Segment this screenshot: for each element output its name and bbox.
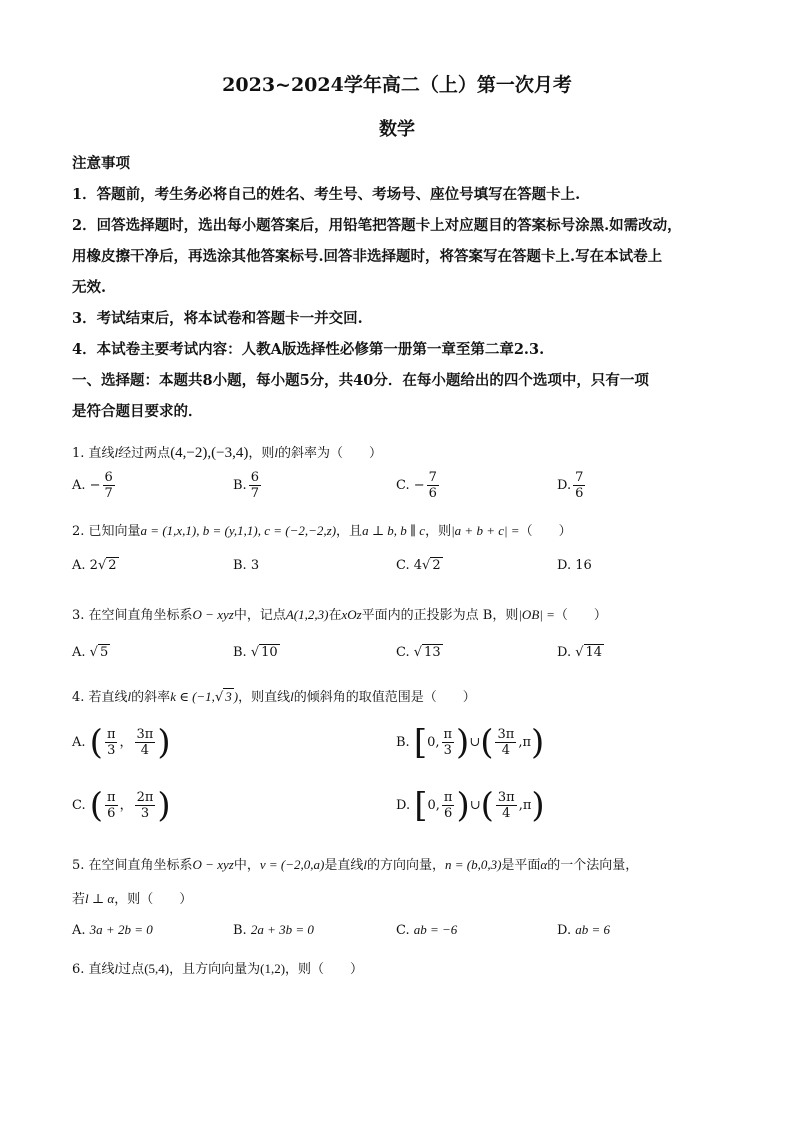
q4-option-b[interactable]: B. [0, $\frac{\pi}{3}$ )∪( $\frac{3\pi}{4}$ ,π) (396, 722, 545, 763)
question-5-cont: 若l ⊥ α，则（ ） (72, 891, 193, 907)
question-6: 6. 直线l过点(5,4)，且方向向量为(1,2)，则（ ） (72, 961, 364, 977)
note-item-4: 4．本试卷主要考试内容：人教A版选择性必修第一册第一章至第二章2.3. (72, 341, 545, 358)
q4-option-c[interactable]: C. ( $\frac{\pi}{6}$ ， $\frac{2\pi}{3}$ ) (72, 785, 171, 826)
q2-option-b[interactable]: B. 3 (233, 558, 260, 573)
q3-option-a[interactable]: A. √ 5 (72, 645, 109, 660)
question-2: 2. 已知向量a = (1,x,1), b = (y,1,1), c = (−2,−2,z)，且a ⊥ b, b ∥ c，则|a + b + c| =（ ） (72, 523, 572, 539)
section-heading-line1: 一、选择题：本题共8小题，每小题5分，共40分．在每小题给出的四个选项中，只有一项 (72, 372, 649, 389)
q5-option-c[interactable]: C. ab = −6 (396, 922, 458, 938)
note-item-1: 1．答题前，考生务必将自己的姓名、考生号、考场号、座位号填写在答题卡上. (72, 186, 581, 203)
q1-option-a[interactable]: A. − $\frac{6}{7}$ (72, 470, 113, 501)
q2-option-d[interactable]: D. 16 (557, 558, 592, 573)
q5-option-b[interactable]: B. 2a + 3b = 0 (233, 922, 314, 938)
question-4: 4. 若直线l的斜率k ∈ (−1,√ 3 )，则直线l的倾斜角的取值范围是（ ） (72, 689, 476, 705)
q4-option-a[interactable]: A. ( $\frac{\pi}{3}$ ， $\frac{3\pi}{4}$ ) (72, 722, 171, 763)
note-item-3: 3．考试结束后，将本试卷和答题卡一并交回. (72, 310, 363, 327)
section-heading-line2: 是符合题目要求的． (72, 403, 203, 420)
note-item-2: 2．回答选择题时，选出每小题答案后，用铅笔把答题卡上对应题目的答案标号涂黑.如需改动， (72, 217, 682, 234)
q3-option-d[interactable]: D. √ 14 (557, 645, 603, 660)
q1-option-b[interactable]: B. $\frac{6}{7}$ (233, 470, 259, 501)
exam-title: 2023~2024学年高二（上）第一次月考 (222, 74, 572, 96)
question-1: 1. 直线l经过两点(4,−2),(−3,4)，则l的斜率为（ ） (72, 445, 382, 461)
q5-option-d[interactable]: D. ab = 6 (557, 922, 611, 938)
note-item-2-end: 无效. (72, 279, 107, 296)
q4-option-d[interactable]: D. [0, $\frac{\pi}{6}$ )∪( $\frac{3\pi}{4}$ ,π) (396, 785, 545, 826)
q2-option-c[interactable]: C. 4√ 2 (396, 558, 441, 573)
question-3: 3. 在空间直角坐标系O − xyz中，记点A(1,2,3)在xOz平面内的正投影为点 B，则|OB| =（ ） (72, 607, 607, 623)
question-5: 5. 在空间直角坐标系O − xyz中，v = (−2,0,a)是直线l的方向向量，n = (b,0,3)是平面α的一个法向量， (72, 857, 639, 873)
note-item-2-cont: 用橡皮擦干净后，再选涂其他答案标号.回答非选择题时，将答案写在答题卡上.写在本试卷上 (72, 248, 663, 265)
q3-option-b[interactable]: B. √ 10 (233, 645, 278, 660)
q3-option-c[interactable]: C. √ 13 (396, 645, 441, 660)
notes-heading: 注意事项 (72, 155, 130, 172)
subject-title: 数学 (379, 119, 415, 140)
q1-option-c[interactable]: C. − $\frac{7}{6}$ (396, 470, 437, 501)
q2-option-a[interactable]: A. 2√ 2 (72, 558, 117, 573)
q1-option-d[interactable]: D. $\frac{7}{6}$ (557, 470, 584, 501)
q5-option-a[interactable]: A. 3a + 2b = 0 (72, 922, 153, 938)
